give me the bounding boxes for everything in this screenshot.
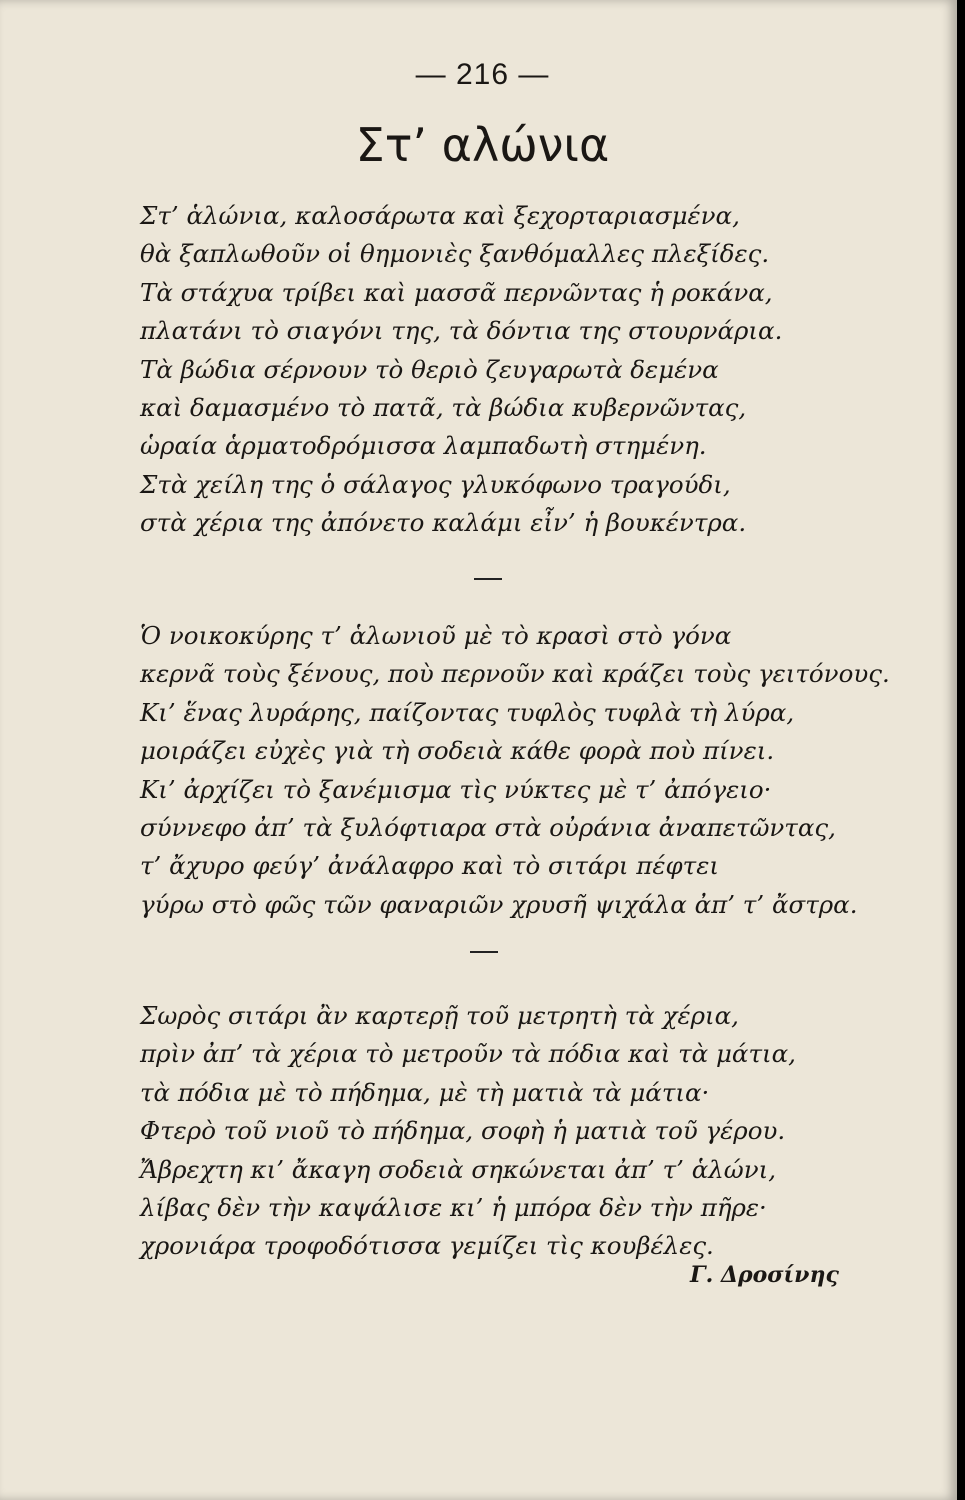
stanza-2 (140, 617, 900, 924)
poem-line: Στ’ ἁλώνια, καλοσάρωτα καὶ ξεχορταριασμένα, (140, 201, 740, 230)
poem-line: χρονιάρα τροφοδότισσα γεμίζει τὶς κουβέλες. (140, 1231, 714, 1261)
page-number: — 216 — (415, 58, 550, 91)
poem-line: κερνᾶ τοὺς ξένους, ποὺ περνοῦν καὶ κράζει τοὺς γειτόνους. (140, 659, 890, 689)
poem-line: θὰ ξαπλωθοῦν οἱ θημονιὲς ξανθόμαλλες πλεξίδες. (140, 239, 770, 269)
poem-line: στὰ χέρια της ἀπόνετο καλάμι εἶν’ ἡ βουκέντρα. (140, 508, 747, 538)
poem-line: πλατάνι τὸ σιαγόνι της, τὰ δόντια της στουρνάρια. (140, 316, 783, 346)
poem-line: καὶ δαμασμένο τὸ πατᾶ, τὰ βώδια κυβερνῶντας, (140, 392, 747, 422)
poem-line: γύρω στὸ φῶς τῶν φαναριῶν χρυσῆ ψιχάλα ἀπ’ τ’ ἄστρα. (140, 889, 858, 919)
poem-line: Ἄβρεχτη κι’ ἄκαγη σοδειὰ σηκώνεται ἀπ’ τ’ ἁλώνι, (140, 1154, 777, 1184)
stanza-3 (140, 997, 900, 1266)
poem-line: Τὰ βώδια σέρνουν τὸ θεριὸ ζευγαρωτὰ δεμένα (140, 354, 719, 384)
poem-line: μοιράζει εὐχὲς γιὰ τὴ σοδειὰ κάθε φορὰ ποὺ πίνει. (140, 736, 775, 766)
poem-line: πρὶν ἀπ’ τὰ χέρια τὸ μετροῦν τὰ πόδια καὶ τὰ μάτια, (140, 1039, 796, 1069)
poem-line: Ὁ νοικοκύρης τ’ ἁλωνιοῦ μὲ τὸ κρασὶ στὸ γόνα (140, 621, 732, 650)
stanza-1 (140, 197, 900, 543)
stanza-divider (470, 951, 498, 953)
poem-title: Στ’ αλώνια (355, 118, 610, 172)
poem-line: Κι’ ἀρχίζει τὸ ξανέμισμα τὶς νύκτες μὲ τ’ ἀπόγειο· (140, 774, 772, 804)
poem-line: ὡραία ἁρματοδρόμισσα λαμπαδωτὴ στημένη. (140, 431, 707, 461)
poem-line: Τὰ στάχυα τρίβει καὶ μασσᾶ περνῶντας ἡ ροκάνα, (140, 277, 773, 307)
poem-line: Σωρὸς σιτάρι ἂν καρτερῇ τοῦ μετρητὴ τὰ χέρια, (140, 1001, 739, 1030)
stanza-divider (474, 578, 502, 580)
poem-line: τ’ ἄχυρο φεύγ’ ἀνάλαφρο καὶ τὸ σιτάρι πέφτει (140, 851, 719, 881)
poem-line: Στὰ χείλη της ὁ σάλαγος γλυκόφωνο τραγούδι, (140, 469, 731, 499)
poem-line: Κι’ ἕνας λυράρης, παίζοντας τυφλὸς τυφλὰ τὴ λύρα, (140, 697, 795, 727)
poem-line: σύννεφο ἀπ’ τὰ ξυλόφτιαρα στὰ οὐράνια ἀναπετῶντας, (140, 812, 836, 842)
poem-line: Φτερὸ τοῦ νιοῦ τὸ πήδημα, σοφὴ ἡ ματιὰ τοῦ γέρου. (140, 1116, 786, 1146)
poem-line: λίβας δὲν τὴν καψάλισε κι’ ἡ μπόρα δὲν τὴν πῆρε· (140, 1192, 767, 1222)
author-signature: Γ. Δροσίνης (690, 1262, 839, 1288)
poem-line: τὰ πόδια μὲ τὸ πήδημα, μὲ τὴ ματιὰ τὰ μάτια· (140, 1077, 710, 1107)
